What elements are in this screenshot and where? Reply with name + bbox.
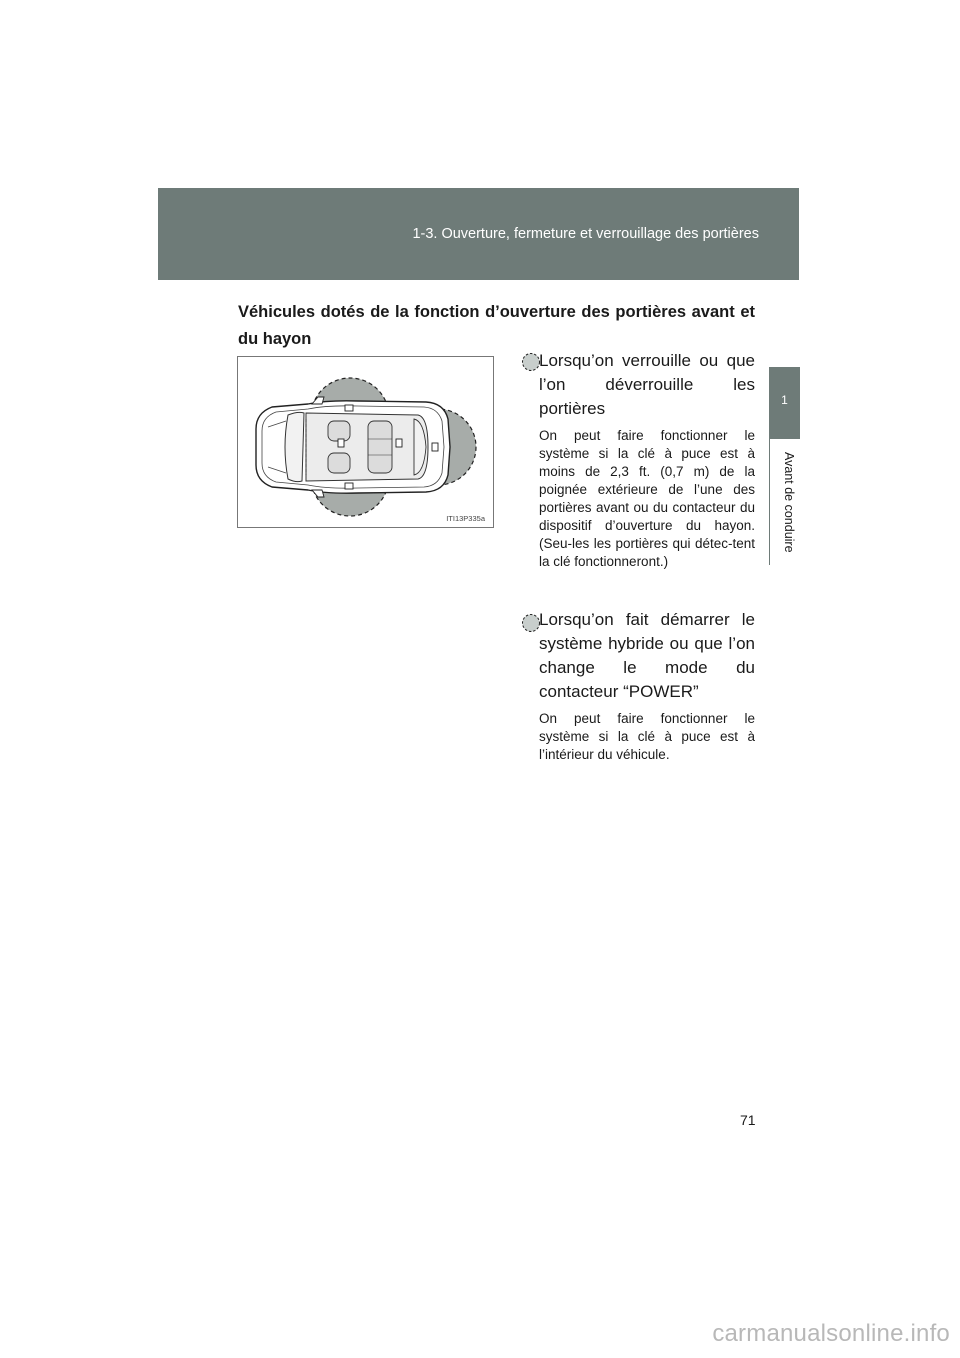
vehicle-detection-diagram <box>237 356 494 528</box>
figure-code: ITI13P335a <box>446 514 485 523</box>
left-mirror <box>312 397 324 404</box>
item-title-starting: Lorsqu’on fait démarrer le système hybride ou que l’on change le mode du contacteur “POWER” <box>539 610 755 701</box>
page-number: 71 <box>740 1112 756 1128</box>
item-body-locking: On peut faire fonctionner le système si la clé à puce est à moins de 2,3 ft. (0,7 m) de la poignée extérieure de l’une des portières avant ou du contacteur du dispositif d’ouverture du hayon. (Seu-les les portières qui détec-tent la clé fonctionneront.) <box>539 428 755 569</box>
sensor-front-left <box>345 405 353 411</box>
chapter-number: 1 <box>781 393 788 407</box>
car-top-view-illustration <box>238 357 494 528</box>
dashed-circle-bullet-icon <box>521 613 541 633</box>
chapter-label: Avant de conduire <box>782 452 796 553</box>
watermark: carmanualsonline.info <box>712 1320 950 1347</box>
sensor-tailgate <box>432 443 438 451</box>
sensor-interior-rear <box>396 439 402 447</box>
item-body-starting: On peut faire fonctionner le système si la clé à puce est à l’intérieur du véhicule. <box>539 711 755 762</box>
section-title: 1-3. Ouverture, fermeture et verrouillage des portières <box>412 226 759 242</box>
cabin-area <box>306 413 428 481</box>
front-right-seat <box>328 453 350 473</box>
dashed-circle-bullet-icon <box>521 352 541 372</box>
front-left-seat <box>328 421 350 441</box>
section-heading: Véhicules dotés de la fonction d’ouverture des portières avant et du hayon <box>238 303 755 348</box>
chapter-header-band <box>158 188 799 280</box>
chapter-tab <box>769 367 800 439</box>
sensor-front-right <box>345 483 353 489</box>
chapter-tab-rule <box>769 439 770 565</box>
sensor-interior-front <box>338 439 344 447</box>
rear-bench-seat <box>368 421 392 473</box>
windshield <box>285 412 304 481</box>
right-mirror <box>312 490 324 497</box>
item-title-locking: Lorsqu’on verrouille ou que l’on déverrouille les portières <box>539 351 755 418</box>
